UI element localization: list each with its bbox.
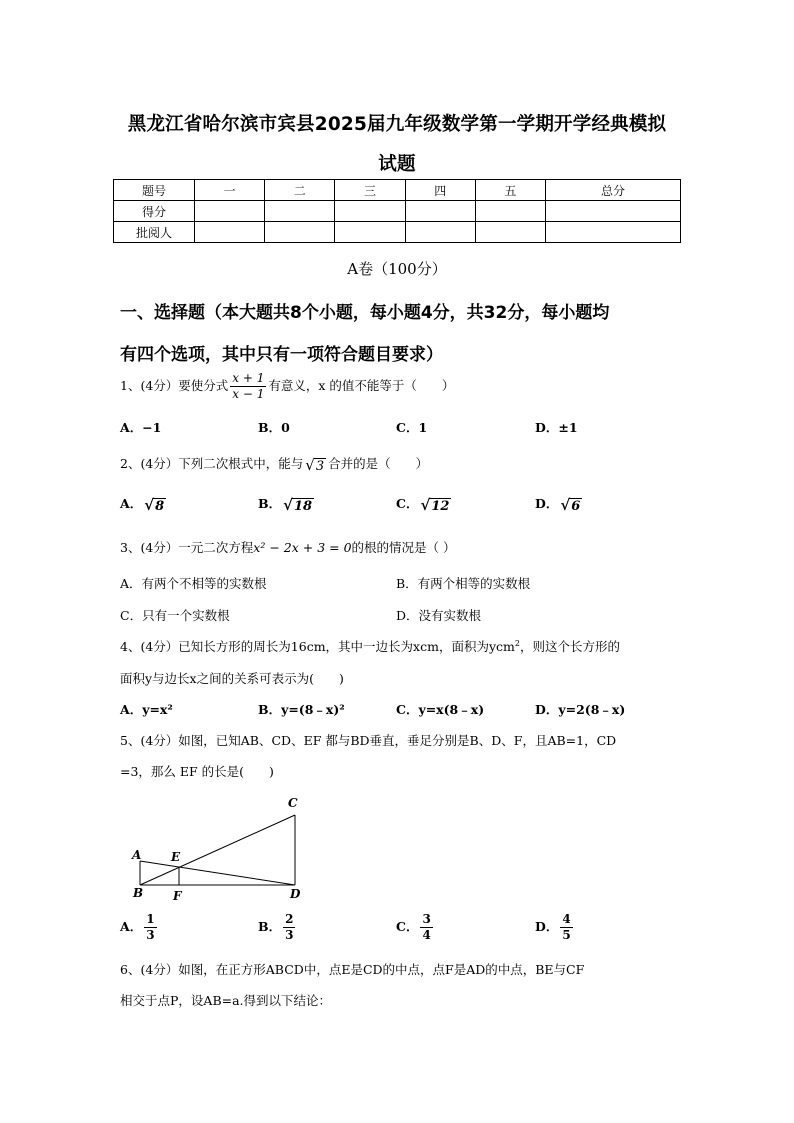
q2-option-radical	[283, 496, 314, 514]
question-4-line2: 面积y与边长x之间的关系可表示为( )	[120, 671, 344, 686]
q4-line1-b: ，则这个长方形的	[519, 639, 620, 654]
q5-frac-num: 3	[422, 912, 431, 926]
q2-option-b[interactable]	[258, 494, 316, 514]
segment-bc	[140, 815, 295, 885]
q5-option-letter: D．	[535, 919, 559, 934]
q3-suffix: 的根的情况是（ ）	[351, 540, 456, 555]
label-d: D	[290, 887, 301, 901]
score-table-row	[114, 222, 681, 243]
radical-sign-icon: √	[420, 495, 431, 514]
question-5-line1: 5、(4分）如图，已知AB、CD、EF 都与BD垂直，垂足分别是B、D、F，且AB=1，CD	[120, 733, 617, 748]
q5-option-frac	[283, 912, 295, 943]
q3-prefix: 3、(4分）一元二次方程	[120, 540, 254, 555]
score-cell[interactable]	[546, 201, 681, 222]
score-cell[interactable]	[546, 222, 681, 243]
segment-ad	[140, 861, 295, 885]
score-cell[interactable]	[405, 201, 475, 222]
question-3	[120, 538, 456, 556]
score-header-cell: 一	[195, 180, 265, 201]
radical-sign-icon: √	[283, 495, 293, 514]
q2-option-radicand: 18	[293, 498, 313, 514]
label-c: C	[288, 796, 298, 810]
q1-option-a[interactable]: A．−1	[120, 420, 162, 435]
q2-option-radical	[420, 496, 451, 514]
score-cell[interactable]	[335, 201, 405, 222]
score-cell[interactable]	[335, 222, 405, 243]
q3-equation: x² − 2x + 3 = 0	[253, 540, 352, 555]
q5-option-b[interactable]	[258, 912, 297, 943]
q2-option-letter: D．	[535, 496, 559, 511]
score-table-header-row	[114, 180, 681, 201]
q3-option-b[interactable]: B．有两个相等的实数根	[396, 576, 531, 591]
label-f: F	[173, 889, 182, 903]
section-a-heading: A卷（100分）	[347, 260, 447, 278]
q2-prefix: 2、(4分）下列二次根式中，能与	[120, 456, 304, 471]
label-a: A	[132, 848, 142, 862]
q3-option-c[interactable]: C．只有一个实数根	[120, 608, 230, 623]
q5-option-letter: B．	[258, 919, 282, 934]
score-table	[113, 179, 681, 243]
q4-sup: 2	[514, 638, 520, 648]
q2-option-letter: A．	[120, 496, 143, 511]
score-header-cell: 题号	[114, 180, 195, 201]
score-cell[interactable]	[475, 201, 545, 222]
q5-option-frac	[560, 912, 572, 943]
section1-heading-line2: 有四个选项，其中只有一项符合题目要求）	[120, 345, 443, 365]
q1-frac-num: x + 1	[232, 371, 265, 385]
score-header-cell: 三	[335, 180, 405, 201]
q5-option-letter: C．	[396, 919, 419, 934]
q5-option-frac	[420, 912, 432, 943]
score-row-label: 得分	[114, 201, 195, 222]
q5-option-letter: A．	[120, 919, 143, 934]
q2-option-radical	[560, 496, 582, 514]
q1-frac-den: x − 1	[232, 387, 265, 401]
q3-option-a[interactable]: A．有两个不相等的实数根	[120, 576, 267, 591]
question-6-line2: 相交于点P，设AB=a.得到以下结论：	[120, 993, 332, 1008]
question-2	[120, 454, 428, 474]
score-header-cell: 总分	[546, 180, 681, 201]
q2-option-radicand: 8	[155, 498, 165, 514]
q5-frac-num: 4	[562, 912, 571, 926]
q4-option-c[interactable]: C．y=x(8﹣x)	[396, 702, 485, 717]
q5-option-a[interactable]	[120, 912, 159, 943]
q2-option-letter: C．	[396, 496, 419, 511]
exam-title-line1: 黑龙江省哈尔滨市宾县2025届九年级数学第一学期开学经典模拟	[127, 114, 667, 135]
q1-prefix: 1、(4分）要使分式	[120, 378, 229, 393]
q3-option-d[interactable]: D．没有实数根	[396, 608, 482, 623]
q1-option-c[interactable]: C．1	[396, 420, 428, 435]
q2-option-d[interactable]	[535, 494, 584, 514]
q5-frac-den: 4	[422, 928, 431, 942]
label-e: E	[171, 850, 181, 864]
question-4-line1	[120, 637, 620, 655]
q1-option-d[interactable]: D．±1	[535, 420, 578, 435]
q4-option-a[interactable]: A．y=x²	[120, 702, 173, 717]
q2-option-c[interactable]	[396, 494, 453, 514]
q2-option-a[interactable]	[120, 494, 168, 514]
q1-fraction	[230, 371, 266, 402]
q5-frac-num: 1	[146, 912, 155, 926]
question-5-line2: =3，那么 EF 的长是( )	[120, 764, 274, 779]
score-header-cell: 四	[405, 180, 475, 201]
q5-frac-den: 3	[146, 928, 155, 942]
radical-sign-icon: √	[560, 495, 571, 514]
q2-suffix: 合并的是（ ）	[328, 456, 429, 471]
q1-suffix: 有意义，x 的值不能等于（ ）	[268, 378, 455, 393]
q5-frac-den: 5	[562, 928, 571, 942]
exam-title-line2: 试题	[378, 154, 416, 175]
q2-option-radical	[144, 496, 166, 514]
score-cell[interactable]	[195, 201, 265, 222]
score-cell[interactable]	[265, 201, 335, 222]
q5-geometry-figure	[118, 790, 318, 905]
q5-option-c[interactable]	[396, 912, 435, 943]
section1-heading-line1: 一、选择题（本大题共8个小题，每小题4分，共32分，每小题均	[120, 303, 610, 323]
q4-option-b[interactable]: B．y=(8﹣x)²	[258, 702, 345, 717]
radical-sign-icon: √	[305, 455, 315, 474]
q2-option-radicand: 12	[431, 498, 450, 514]
score-cell[interactable]	[405, 222, 475, 243]
score-header-cell: 五	[475, 180, 545, 201]
q2-radical	[305, 456, 326, 474]
score-table-row	[114, 201, 681, 222]
q5-option-d[interactable]	[535, 912, 575, 943]
score-header-cell: 二	[265, 180, 335, 201]
q5-option-frac	[144, 912, 156, 943]
q5-frac-den: 3	[285, 928, 294, 942]
score-cell[interactable]	[195, 222, 265, 243]
q5-frac-num: 2	[285, 912, 294, 926]
q2-radicand: 3	[315, 458, 325, 474]
q4-option-d[interactable]: D．y=2(8﹣x)	[535, 702, 626, 717]
q4-line1-a: 4、(4分）已知长方形的周长为16cm，其中一边长为xcm，面积为ycm	[120, 639, 515, 654]
q2-option-radicand: 6	[571, 498, 581, 514]
score-row-label: 批阅人	[114, 222, 195, 243]
radical-sign-icon: √	[144, 495, 155, 514]
question-1	[120, 371, 454, 402]
score-cell[interactable]	[475, 222, 545, 243]
q1-option-b[interactable]: B．0	[258, 420, 290, 435]
score-cell[interactable]	[265, 222, 335, 243]
q2-option-letter: B．	[258, 496, 282, 511]
label-b: B	[133, 886, 144, 900]
question-6-line1: 6、(4分）如图，在正方形ABCD中，点E是CD的中点，点F是AD的中点，BE与CF	[120, 962, 585, 977]
